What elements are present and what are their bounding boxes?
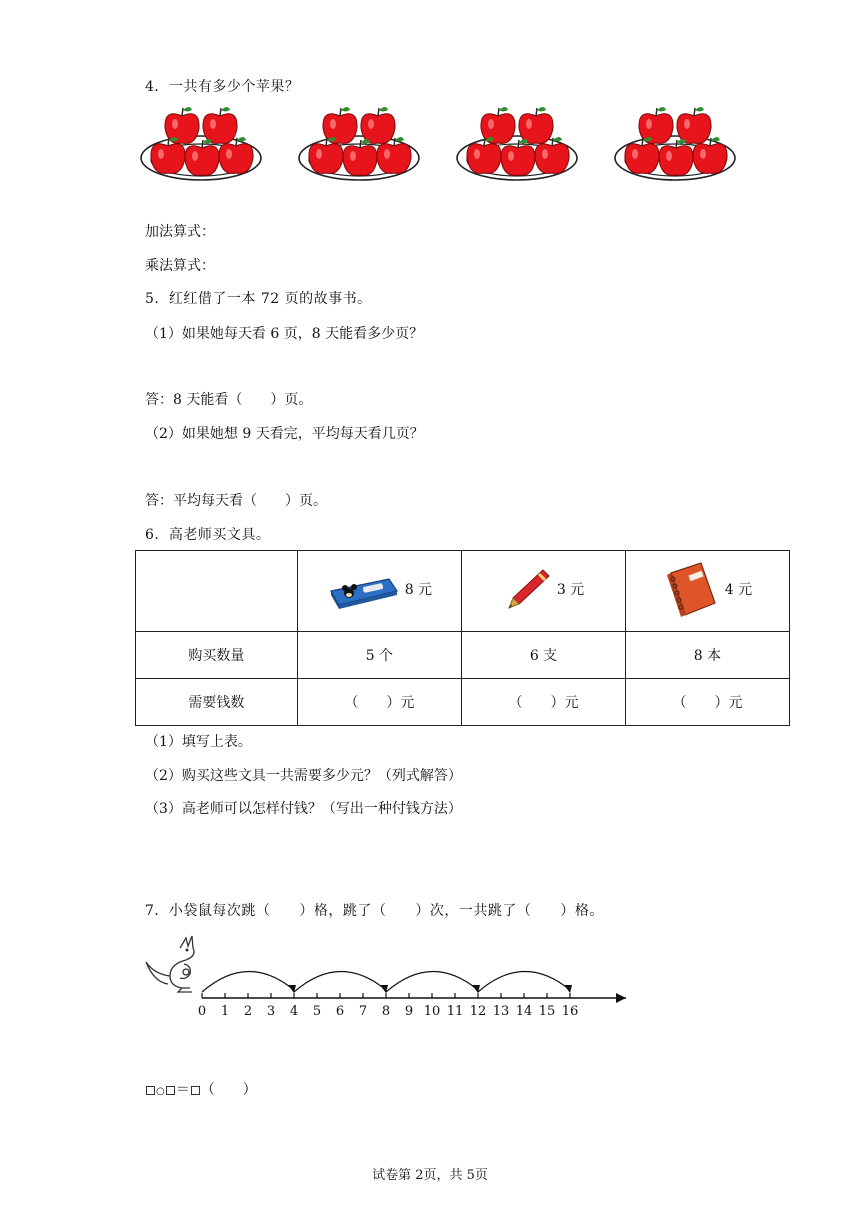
tick-label: 11 <box>446 1004 464 1019</box>
tick-label: 4 <box>289 1004 299 1019</box>
q5-answer1: 答：8 天能看（ ）页。 <box>145 392 313 408</box>
q7-equation <box>145 1079 257 1099</box>
notebook-price: 4 元 <box>724 582 753 598</box>
pen-price: 3 元 <box>556 582 585 598</box>
q6-sub2: （2）购买这些文具一共需要多少元？（列式解答） <box>145 768 462 784</box>
plate-of-apples <box>299 107 419 180</box>
tick-label: 0 <box>197 1004 207 1019</box>
tick-label: 10 <box>423 1004 441 1019</box>
kangaroo-icon <box>146 936 194 992</box>
apple-icon <box>481 107 515 143</box>
jump-arc <box>478 971 570 992</box>
plate-of-apples <box>457 107 577 180</box>
tick-label: 8 <box>381 1004 391 1019</box>
tick-label: 7 <box>358 1004 368 1019</box>
blank-box <box>146 1086 155 1095</box>
supplies-table <box>135 550 790 726</box>
table-cell-pencil-case <box>297 551 461 632</box>
q5-answer2: 答：平均每天看（ ）页。 <box>145 493 327 509</box>
axis-arrow <box>616 993 626 1003</box>
apple-icon <box>323 107 357 143</box>
row-label-cost: 需要钱数 <box>136 679 298 726</box>
page-footer: 试卷第 2页，共 5页 <box>372 1168 488 1183</box>
cost-cell: （ ）元 <box>297 679 461 726</box>
tick-label: 9 <box>404 1004 414 1019</box>
blank-box <box>166 1086 175 1095</box>
q6-sub3: （3）高老师可以怎样付钱？（写出一种付钱方法） <box>145 801 462 817</box>
q5-part2: （2）如果她想 9 天看完，平均每天看几页？ <box>145 426 424 442</box>
equation-unit-blank: （ ） <box>200 1082 257 1098</box>
tick-label: 13 <box>492 1004 510 1019</box>
blank-box <box>191 1086 200 1095</box>
tick-label: 12 <box>469 1004 487 1019</box>
quantity-cell: 5 个 <box>297 632 461 679</box>
q4-multiplication-label: 乘法算式： <box>145 258 215 274</box>
table-row <box>136 551 790 632</box>
row-label-quantity: 购买数量 <box>136 632 298 679</box>
q5-part1: （1）如果她每天看 6 页，8 天能看多少页？ <box>145 326 424 342</box>
apple-icon <box>203 107 237 143</box>
q6-title: 6．高老师买文具。 <box>145 527 271 543</box>
jump-arc <box>294 971 386 992</box>
q4-title: 4．一共有多少个苹果？ <box>145 79 300 95</box>
table-corner-cell <box>136 551 298 632</box>
tick-label: 5 <box>312 1004 322 1019</box>
apple-icon <box>165 107 199 143</box>
q4-addition-label: 加法算式： <box>145 224 215 240</box>
pen-icon <box>503 566 553 612</box>
q7-title: 7．小袋鼠每次跳（ ）格，跳了（ ）次，一共跳了（ ）格。 <box>145 903 604 919</box>
equals-sign: ＝ <box>175 1082 190 1098</box>
jump-arc <box>202 971 294 992</box>
apple-icon <box>639 107 673 143</box>
table-row <box>136 632 790 679</box>
number-line-diagram <box>140 930 640 1020</box>
tick-label: 2 <box>243 1004 253 1019</box>
quantity-cell: 8 本 <box>625 632 789 679</box>
operator-circle: ○ <box>156 1086 165 1097</box>
q5-title: 5．红红借了一本 72 页的故事书。 <box>145 291 372 307</box>
tick-label: 14 <box>515 1004 533 1019</box>
pencil-case-icon <box>327 569 401 609</box>
jump-arrowhead <box>564 985 572 993</box>
apple-icon <box>361 107 395 143</box>
cost-cell: （ ）元 <box>625 679 789 726</box>
plate-of-apples <box>141 107 261 180</box>
cost-cell: （ ）元 <box>462 679 626 726</box>
plate-of-apples <box>615 107 735 180</box>
tick-label: 15 <box>538 1004 556 1019</box>
pencil-case-price: 8 元 <box>404 582 433 598</box>
table-cell-pen <box>462 551 626 632</box>
apple-icon <box>677 107 711 143</box>
quantity-cell: 6 支 <box>462 632 626 679</box>
table-row <box>136 679 790 726</box>
q6-sub1: （1）填写上表。 <box>145 734 252 750</box>
notebook-icon <box>663 559 721 619</box>
apple-icon <box>519 107 553 143</box>
jump-arc <box>386 971 478 992</box>
apple-plates-illustration <box>138 104 758 196</box>
tick-label: 6 <box>335 1004 345 1019</box>
tick-label: 1 <box>220 1004 230 1019</box>
tick-label: 3 <box>266 1004 276 1019</box>
table-cell-notebook <box>625 551 789 632</box>
tick-label: 16 <box>561 1004 579 1019</box>
